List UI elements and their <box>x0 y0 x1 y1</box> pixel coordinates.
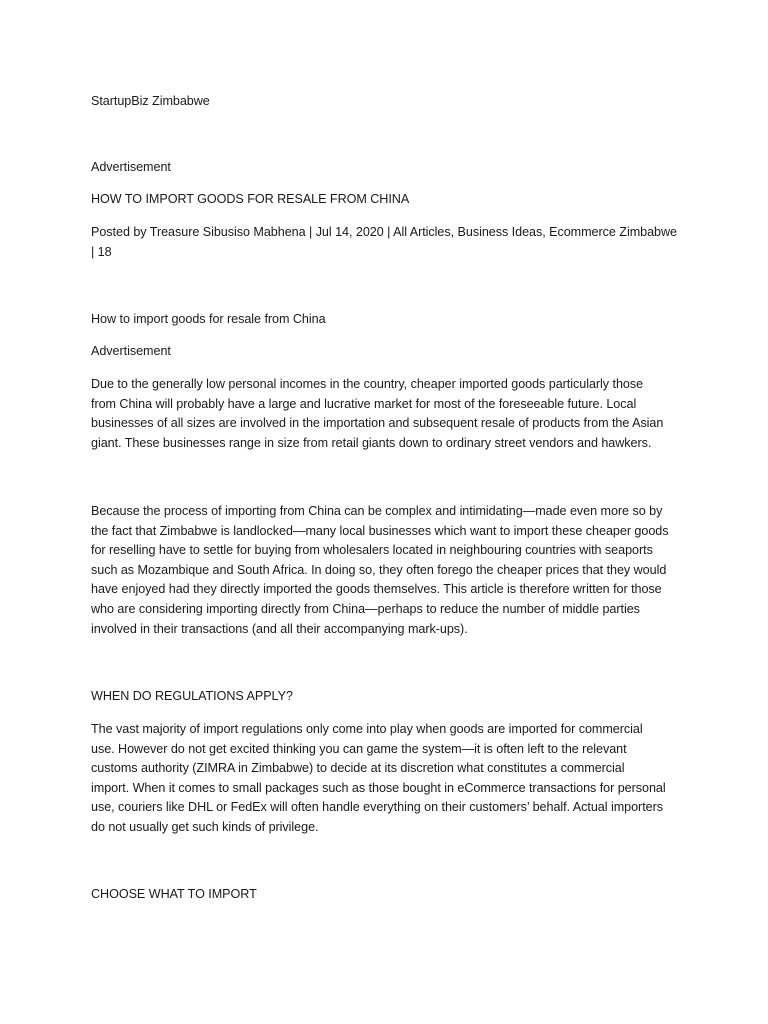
article-meta <box>91 223 681 262</box>
paragraph-line: the fact that Zimbabwe is landlocked—many local businesses which want to import these cheaper goods <box>91 523 669 538</box>
paragraph-line: Due to the generally low personal incomes in the country, cheaper imported goods particularly those <box>91 377 644 391</box>
article-subtitle: How to import goods for resale from China <box>91 312 326 326</box>
paragraph-intro <box>91 375 681 453</box>
paragraph-line: such as Mozambique and South Africa. In doing so, they often forego the cheaper prices that they would <box>91 562 667 577</box>
section-heading: CHOOSE WHAT TO IMPORT <box>91 887 257 901</box>
section-heading: WHEN DO REGULATIONS APPLY? <box>91 689 293 703</box>
paragraph-line: giant. These businesses range in size from retail giants down to ordinary street vendors and hawkers. <box>91 435 652 450</box>
paragraph-line: use, couriers like DHL or FedEx will often handle everything on their customers’ behalf. Actual importers <box>91 800 663 815</box>
article-title: HOW TO IMPORT GOODS FOR RESALE FROM CHINA <box>91 192 410 206</box>
article-meta-line: Posted by Treasure Sibusiso Mabhena | Jul 14, 2020 | All Articles, Business Ideas, Ecommerce Zimbabwe <box>91 225 677 239</box>
paragraph-line: use. However do not get excited thinking you can game the system—it is often left to the relevant <box>91 741 627 756</box>
paragraph-process <box>91 502 681 639</box>
advertisement-label: Advertisement <box>91 160 171 174</box>
paragraph-line: for reselling have to settle for buying from wholesalers located in neighbouring countries with seaports <box>91 543 653 558</box>
paragraph-regulations <box>91 720 681 838</box>
paragraph-line: Because the process of importing from China can be complex and intimidating—made even more so by <box>91 504 663 518</box>
paragraph-line: businesses of all sizes are involved in the importation and subsequent resale of products from the Asian <box>91 416 664 431</box>
article-meta-line: | 18 <box>91 244 112 259</box>
paragraph-line: do not usually get such kinds of privilege. <box>91 819 319 834</box>
site-name: StartupBiz Zimbabwe <box>91 94 210 108</box>
paragraph-line: import. When it comes to small packages such as those bought in eCommerce transactions for personal <box>91 780 666 795</box>
paragraph-line: who are considering importing directly from China—perhaps to reduce the number of middle parties <box>91 601 640 616</box>
paragraph-line: from China will probably have a large and lucrative market for most of the foreseeable future. Local <box>91 396 637 411</box>
paragraph-line: involved in their transactions (and all their accompanying mark-ups). <box>91 621 468 636</box>
paragraph-line: have enjoyed had they directly imported the goods themselves. This article is therefore written for those <box>91 582 662 597</box>
paragraph-line: The vast majority of import regulations only come into play when goods are imported for commercial <box>91 722 643 736</box>
advertisement-label: Advertisement <box>91 344 171 358</box>
paragraph-line: customs authority (ZIMRA in Zimbabwe) to decide at its discretion what constitutes a commercial <box>91 761 625 776</box>
